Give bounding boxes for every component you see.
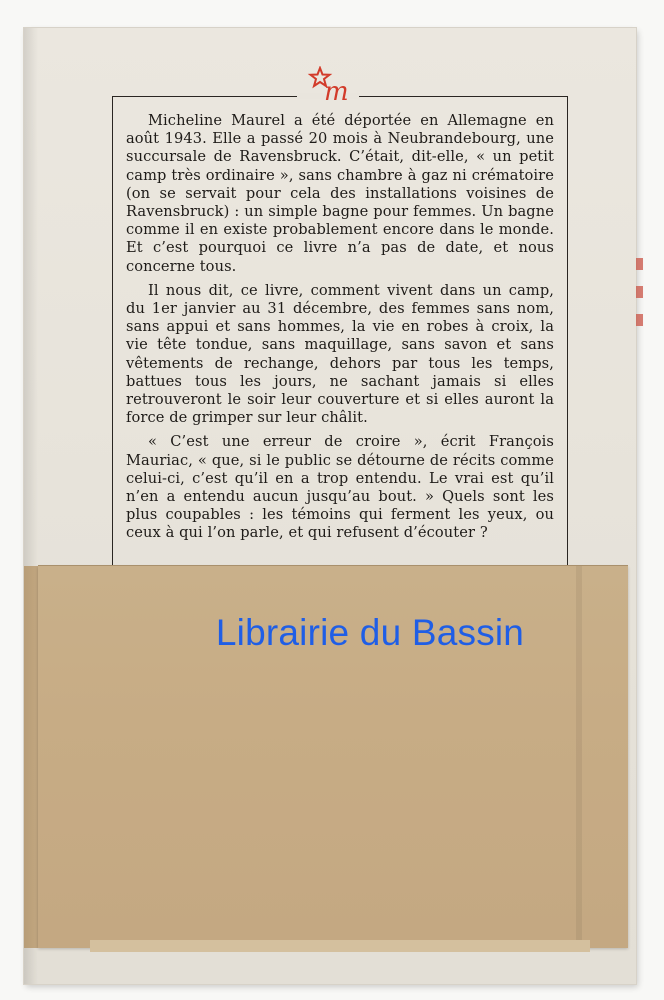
blurb-text bbox=[126, 112, 554, 549]
logo-letter: m bbox=[324, 77, 349, 104]
blurb-paragraph-3: « C’est une erreur de croire », écrit François Mauriac, « que, si le public se détourne de récits comme celui-ci, c’est qu’il en a trop entendu. Le vrai est qu’il n’en a entendu aucun jusqu’au bout. » Quels sont les plus coupables : les témoins qui ferment les yeux, ou ceux à qui l’on parle, et qui refusent d’écouter ? bbox=[126, 433, 554, 542]
red-mark bbox=[636, 258, 643, 270]
band-bottom-edge bbox=[90, 940, 590, 952]
red-mark bbox=[636, 286, 643, 298]
red-mark bbox=[636, 314, 643, 326]
red-edge-marks bbox=[636, 258, 646, 338]
blurb-paragraph-2: Il nous dit, ce livre, comment vivent dans un camp, du 1er janvier au 31 décembre, des femmes sans nom, sans appui et sans hommes, la vie en robes à croix, la vie tête tondue, sans maquillage, sans savon et sans vêtements de rechange, dehors par tous les temps, battues tous les jours, ne sachant jamais si elles retrouveront le soir leur couverture et si elles auront la force de grimper sur leur châlit. bbox=[126, 281, 554, 427]
watermark-text: Librairie du Bassin bbox=[215, 612, 525, 653]
star-m-logo-icon bbox=[306, 66, 360, 104]
blurb-paragraph-1: Micheline Maurel a été déportée en Allemagne en août 1943. Elle a passé 20 mois à Neubrandebourg, une succursale de Ravensbruck. C’était, dit-elle, « un petit camp très ordinaire », sans chambre à gaz ni crématoire (on se servait pour cela des installations voisines de Ravensbruck) : un simple bagne pour femmes. Un bagne comme il en existe probablement encore dans le monde. Et c’est pourquoi ce livre n’a pas de date, et nous concerne tous. bbox=[126, 112, 554, 275]
